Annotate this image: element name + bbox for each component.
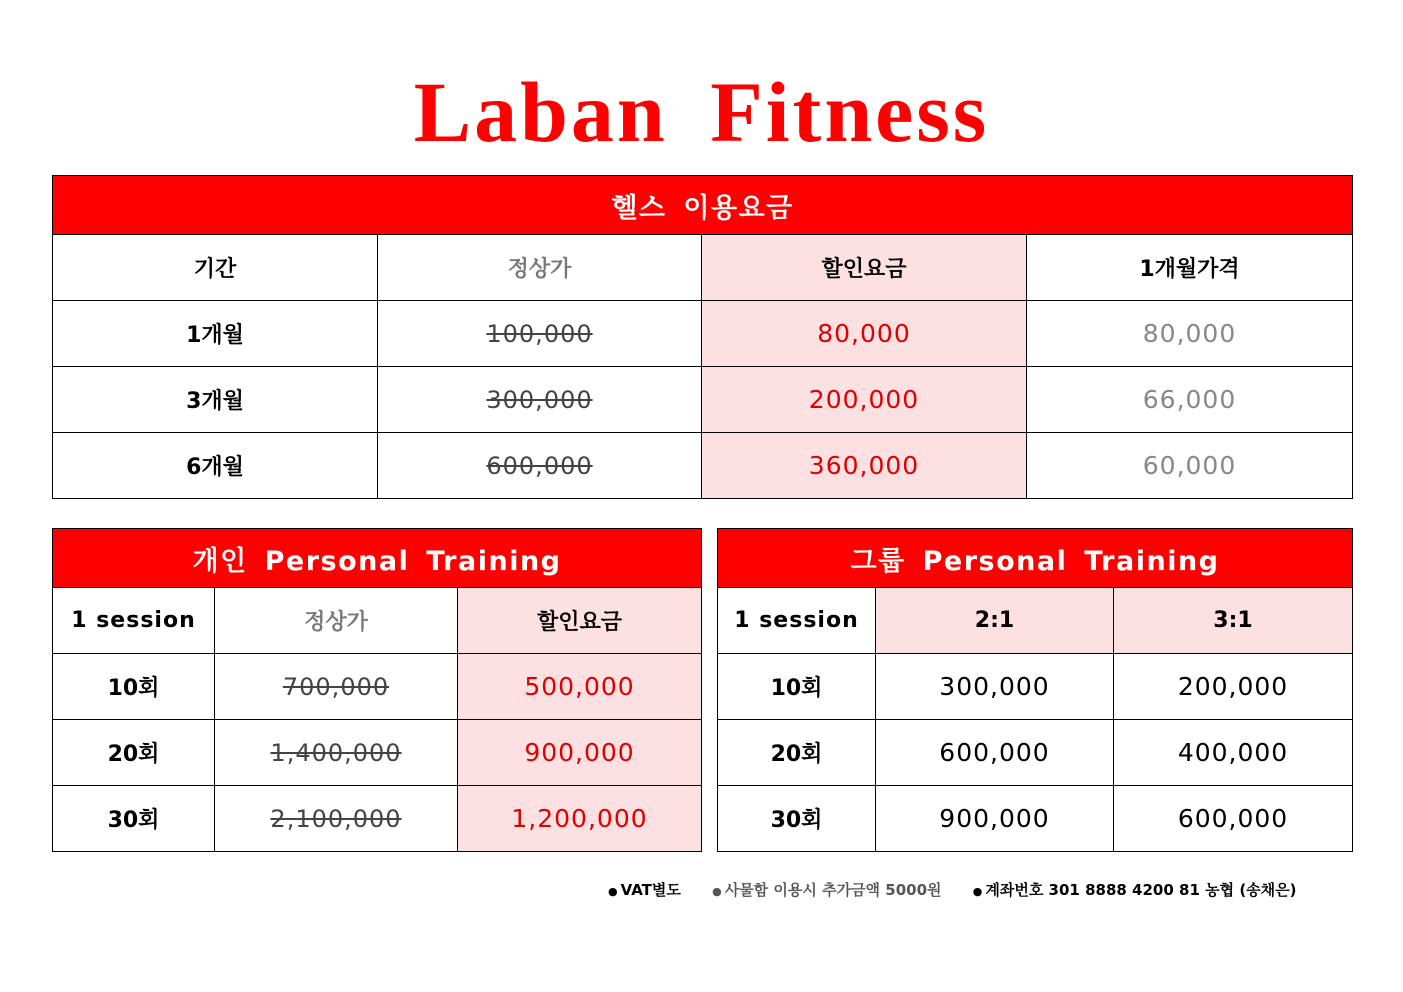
column-header-two-to-one: 2:1 — [876, 588, 1114, 654]
page-title: Laban Fitness — [413, 64, 990, 160]
discount-price-cell: 500,000 — [458, 654, 702, 720]
discount-price-cell: 200,000 — [702, 367, 1027, 433]
footer-notes — [608, 879, 1348, 900]
column-header-discount-price: 할인요금 — [702, 235, 1027, 301]
two-to-one-price-cell: 600,000 — [876, 720, 1114, 786]
locker-note: 사물함 이용시 추가금액 5000원 — [724, 881, 942, 899]
period-cell: 6개월 — [53, 433, 378, 499]
bullet-icon: ● — [608, 885, 618, 898]
table-row — [718, 654, 1353, 720]
column-header-session: 1 session — [718, 588, 876, 654]
bullet-icon: ● — [972, 885, 983, 898]
regular-price-cell: 600,000 — [378, 433, 702, 499]
regular-price-cell: 300,000 — [378, 367, 702, 433]
discount-price-cell: 80,000 — [702, 301, 1027, 367]
regular-price-cell: 1,400,000 — [215, 720, 458, 786]
session-count-cell: 20회 — [718, 720, 876, 786]
group-table-header: 그룹 Personal Training — [718, 529, 1353, 588]
table-row — [53, 301, 1353, 367]
vat-note: VAT별도 — [620, 881, 681, 899]
footer-note-account — [973, 881, 1297, 899]
session-count-cell: 20회 — [53, 720, 215, 786]
session-count-cell: 10회 — [718, 654, 876, 720]
three-to-one-price-cell: 400,000 — [1114, 720, 1353, 786]
column-header-regular-price: 정상가 — [215, 588, 458, 654]
regular-price-cell: 700,000 — [215, 654, 458, 720]
footer-note-locker — [712, 881, 947, 899]
two-to-one-price-cell: 900,000 — [876, 786, 1114, 852]
three-to-one-price-cell: 600,000 — [1114, 786, 1353, 852]
regular-price-cell: 2,100,000 — [215, 786, 458, 852]
session-count-cell: 10회 — [53, 654, 215, 720]
personal-table-header: 개인 Personal Training — [53, 529, 702, 588]
column-header-monthly-price: 1개월가격 — [1027, 235, 1353, 301]
table-row — [53, 367, 1353, 433]
table-row — [718, 786, 1353, 852]
monthly-price-cell: 80,000 — [1027, 301, 1353, 367]
table-row — [53, 654, 702, 720]
column-header-three-to-one: 3:1 — [1114, 588, 1353, 654]
bullet-icon: ● — [712, 885, 722, 898]
table-row — [53, 720, 702, 786]
table-row — [53, 433, 1353, 499]
column-header-regular-price: 정상가 — [378, 235, 702, 301]
table-row — [718, 720, 1353, 786]
personal-training-table — [52, 528, 702, 852]
column-header-session: 1 session — [53, 588, 215, 654]
column-header-period: 기간 — [53, 235, 378, 301]
health-table-header: 헬스 이용요금 — [53, 176, 1353, 235]
period-cell: 3개월 — [53, 367, 378, 433]
column-header-discount-price: 할인요금 — [458, 588, 702, 654]
period-cell: 1개월 — [53, 301, 378, 367]
discount-price-cell: 360,000 — [702, 433, 1027, 499]
group-training-table — [717, 528, 1353, 852]
account-note: 계좌번호 301 8888 4200 81 농협 (송채은) — [985, 881, 1297, 899]
monthly-price-cell: 60,000 — [1027, 433, 1353, 499]
discount-price-cell: 1,200,000 — [458, 786, 702, 852]
three-to-one-price-cell: 200,000 — [1114, 654, 1353, 720]
discount-price-cell: 900,000 — [458, 720, 702, 786]
footer-note-vat — [608, 881, 686, 899]
two-to-one-price-cell: 300,000 — [876, 654, 1114, 720]
monthly-price-cell: 66,000 — [1027, 367, 1353, 433]
table-row — [53, 786, 702, 852]
regular-price-cell: 100,000 — [378, 301, 702, 367]
session-count-cell: 30회 — [53, 786, 215, 852]
health-price-table — [52, 175, 1353, 499]
session-count-cell: 30회 — [718, 786, 876, 852]
